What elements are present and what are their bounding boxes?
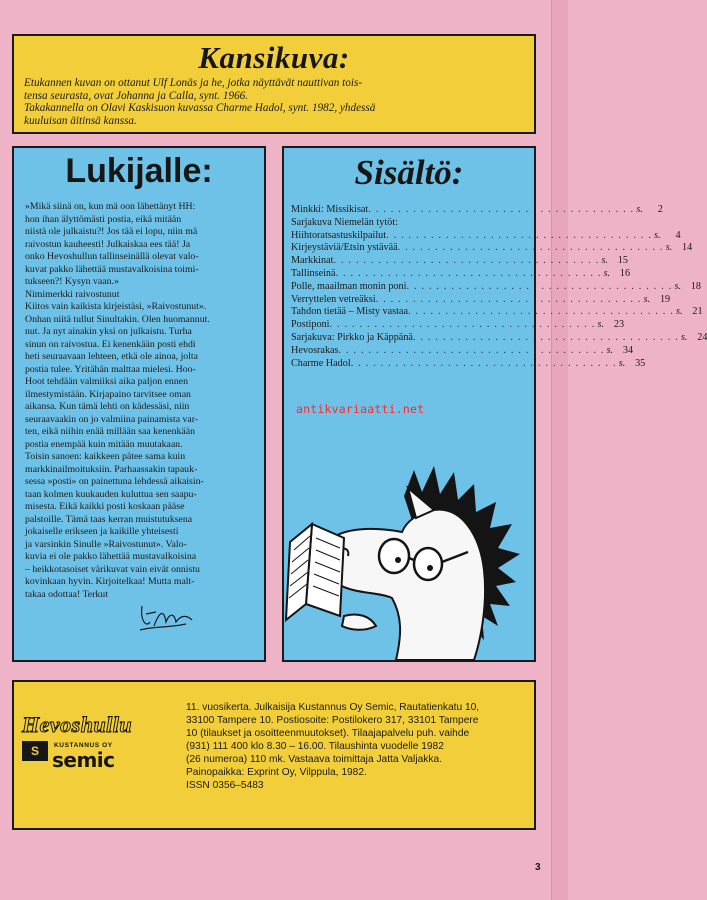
contents-item-page-prefix: s. xyxy=(636,204,643,215)
leader-dots: . . . . . . . . . . . . . . . . . . . . . . . . . . . . . . . . . . . . xyxy=(412,331,679,343)
reader-line: sinun on raivostua. Ei kenenkään posti ehdi xyxy=(25,338,196,350)
leader-dots: . . . . . . . . . . . . . . . . . . . . . . . . . . . . . . . . . . . . xyxy=(397,242,664,254)
contents-item-page: 19 xyxy=(659,293,671,305)
contents-item-label: Sarjakuva: Pirkko ja Käppänä xyxy=(291,331,413,343)
reading-horse-illustration xyxy=(284,466,534,660)
reader-line: markkinailmoituksiin. Parhaassakin tapauk- xyxy=(25,463,198,475)
imprint-line: 11. vuosikerta. Julkaisija Kustannus Oy Semic, Rautatienkatu 10, xyxy=(186,702,480,713)
imprint-line: ISSN 0356–5483 xyxy=(186,780,264,791)
reader-letter-text xyxy=(25,201,256,601)
contents-item xyxy=(291,280,701,294)
contents-item-page-prefix: s. xyxy=(601,255,608,267)
contents-item-label: Charme Hadol xyxy=(291,357,351,369)
contents-item-page: 15 xyxy=(617,255,628,267)
page-edge xyxy=(551,0,568,900)
contents-item-label: Hevosrakas xyxy=(291,344,339,356)
contents-item-page-prefix: s. xyxy=(680,331,688,343)
contents-item-label: Postiponi xyxy=(291,319,330,331)
contents-item xyxy=(291,267,631,281)
contents-item-page-prefix: s. xyxy=(618,357,626,369)
reader-line: ilmestymistään. Kirjapaino tarvitsee oman xyxy=(25,388,191,400)
contents-item-page: 16 xyxy=(619,267,631,279)
cover-title: Kansikuva: xyxy=(198,40,350,75)
cover-caption-box xyxy=(12,34,536,134)
reader-line: seuraavaakin on jo valmiina painamista var- xyxy=(25,413,199,425)
reader-line: kuvat pakko lähettää mustavalkoisina toimi- xyxy=(25,263,199,275)
cover-line: tensa seurasta, ovat Johanna ja Calla, synt. 1966. xyxy=(24,89,249,102)
contents-item xyxy=(291,242,693,255)
imprint-text xyxy=(186,701,524,792)
reader-title: Lukijalle: xyxy=(65,152,213,190)
reader-line: heti seuraavaan lehteen, etkä ole ainoa, jolta xyxy=(25,351,198,362)
cover-line: kuuluisan äitinsä kanssa. xyxy=(24,114,137,127)
contents-item-page: 21 xyxy=(692,306,703,318)
watermark: antikvariaatti.net xyxy=(296,402,425,416)
contents-item-page-prefix: s. xyxy=(665,242,673,254)
contents-item-page: 35 xyxy=(635,357,646,369)
reader-line: takaa odottaa! Terkut xyxy=(25,588,108,600)
reader-line: ten, eikä niihin enää millään saa kenenkään xyxy=(25,426,196,437)
contents-item xyxy=(291,255,628,268)
semic-mark-icon: S xyxy=(22,741,48,761)
reader-line: postia enempää kuin mitään muutakaan. xyxy=(25,438,183,450)
reader-line: Nimimerkki raivostunut xyxy=(25,288,120,300)
contents-item xyxy=(291,306,703,319)
contents-item-label: Tallinseinä xyxy=(291,267,336,279)
imprint-line: (26 numeroa) 110 mk. Vastaava toimittaja Jatta Valjakka. xyxy=(186,754,442,765)
reader-line: ja varsinkin Sinulle »Raivostunut». Valo- xyxy=(25,538,187,550)
contents-item-label: Sarjakuva Niemelän tytöt: xyxy=(291,216,398,228)
leader-dots: . . . . . . . . . . . . . . . . . . . . . . . . . . . . . . . . . . . . xyxy=(386,229,653,241)
reader-line: – heikkotasoiset värikuvat vain eivät onnistu xyxy=(25,563,200,575)
reader-line: Kiitos vain kaikista kirjeistäsi, »Raivostunut». xyxy=(25,301,207,312)
imprint-line: (931) 111 400 klo 8.30 – 16.00. Tilaushinta vuodelle 1982 xyxy=(186,741,444,752)
reader-line: hon ihan älyttömästi postia, eikä mitään xyxy=(25,213,182,225)
contents-item-label: Markkinat xyxy=(291,255,334,267)
contents-item-label: Tahdon tietää – Misty vastaa xyxy=(291,306,408,318)
contents-item-label: Kirjeystäviä/Etsin ystävää xyxy=(291,242,398,254)
imprint-line: 10 (tilaukset ja osoitteenmuutokset). Tilaajapalvelu puh. vaihde xyxy=(186,728,470,739)
contents-item-page: 34 xyxy=(622,344,634,356)
cover-line: Takakannella on Olavi Kaskisuon kuvassa Charme Hadol, synt. 1982, yhdessä xyxy=(24,102,376,115)
leader-dots: . . . . . . . . . . . . . . . . . . . . . . . . . . . . . . . . . . . . xyxy=(338,344,605,356)
reader-line: niistä ole julkaistu?! Jos tää ei lopu, niin mä xyxy=(25,226,198,237)
reader-line: tukseen?! Kysyn vaan.» xyxy=(25,276,119,287)
contents-item-page-prefix: s. xyxy=(674,280,681,292)
publisher-logo xyxy=(22,712,172,782)
contents-item-page: 14 xyxy=(682,242,693,254)
contents-item-page-prefix: s. xyxy=(676,306,683,318)
semic-logo: semic xyxy=(52,748,115,772)
contents-list xyxy=(291,204,707,370)
contents-item xyxy=(291,319,625,332)
contents-title: Sisältö: xyxy=(354,153,464,192)
contents-item-page: 24 xyxy=(697,331,707,343)
contents-item-page-prefix: s. xyxy=(654,229,661,241)
reader-line: kovinkaan hyvin. Kirjoitelkaa! Mutta malt- xyxy=(25,576,195,587)
contents-item-page: 2 xyxy=(657,204,663,215)
contents-item-page: 18 xyxy=(690,280,701,292)
reader-line: onko Hevoshullun tallinseinällä olevat valo- xyxy=(25,251,199,262)
reader-letter-box xyxy=(12,146,266,662)
reader-line: Toisin sanoen: kaikkeen pätee sama kuin xyxy=(25,451,186,462)
contents-item-page: 4 xyxy=(675,229,681,241)
imprint-box xyxy=(12,680,536,830)
signature-icon xyxy=(136,600,196,636)
contents-item-page-prefix: s. xyxy=(643,293,651,305)
cover-caption xyxy=(24,77,524,127)
reader-line: aikansa. Kun tämä lehti on kädessäsi, niin xyxy=(25,401,190,412)
contents-item xyxy=(291,229,681,243)
reader-line: jokaiselle erikseen ja kaikille yhteisesti xyxy=(25,526,179,537)
contents-item-page-prefix: s. xyxy=(606,344,614,356)
contents-item-page: 23 xyxy=(613,319,625,331)
publisher-label: KUSTANNUS OY xyxy=(54,742,113,749)
contents-item-label: Hiihtoratsastuskilpailut xyxy=(291,229,387,241)
reader-line: kuvia ei ole pakko lähettää mustavalkoisina xyxy=(25,551,197,562)
leader-dots: . . . . . . . . . . . . . . . . . . . . . . . . . . . . . . . . . . . . xyxy=(333,255,600,267)
leader-dots: . . . . . . . . . . . . . . . . . . . . . . . . . . . . . . . . . . . . xyxy=(329,319,596,331)
cover-line: Etukannen kuvan on ottanut Ulf Lonäs ja he, jotka näyttävät nauttivan tois- xyxy=(24,77,363,89)
contents-item-label: Polle, maailman monin poni xyxy=(291,280,407,292)
reader-line: postia tulee. Yritähän malttaa mielesi. Hoo- xyxy=(25,363,196,375)
reader-line: misesta. Eikä kaikki posti koskaan pääse xyxy=(25,501,185,512)
contents-item xyxy=(291,204,663,217)
contents-box xyxy=(282,146,707,662)
reader-line: Onhan niitä tullut Sinultakin. Olen huomannut. xyxy=(25,313,210,325)
imprint-line: Painopaikka: Exprint Oy, Vilppula, 1982. xyxy=(186,767,367,778)
reader-line: taan kolmen kuukauden kuluttua sen saapu- xyxy=(25,488,197,500)
reader-line: raivostun kauheesti! Julkaiskaa ees tää! Ja xyxy=(25,238,191,250)
contents-item xyxy=(291,293,671,307)
reader-line: nut. Ja nyt ainakin yksi on julkaistu. Turha xyxy=(25,326,192,337)
reader-line: sessa »posti» on painettuna lehdessä aikaisin- xyxy=(25,476,204,487)
contents-item xyxy=(291,357,646,371)
leader-dots: . . . . . . . . . . . . . . . . . . . . . . . . . . . . . . . . . . . . xyxy=(406,280,673,292)
reader-line: Hoot tehdään valmiiksi aika paljon ennen xyxy=(25,376,188,387)
imprint-line: 33100 Tampere 10. Postiosoite: Postilokero 317, 33101 Tampere xyxy=(186,715,479,726)
contents-item xyxy=(291,344,634,358)
contents-item xyxy=(291,331,707,345)
reader-line: »Mikä siinä on, kun mä oon lähettänyt HH: xyxy=(25,201,196,212)
contents-item-label: Verryttelen vetreäksi xyxy=(291,293,376,305)
reader-line: palstoille. Tämä taas kerran muistutuksena xyxy=(25,513,193,525)
leader-dots: . . . . . . . . . . . . . . . . . . . . . . . . . . . . . . . . . . . . xyxy=(350,357,617,369)
page-number: 3 xyxy=(535,862,541,873)
magazine-logo: Hevoshullu xyxy=(22,712,133,737)
contents-item-page-prefix: s. xyxy=(597,319,605,331)
leader-dots: . . . . . . . . . . . . . . . . . . . . . . . . . . . . . . . . . . . . xyxy=(407,306,675,318)
contents-item xyxy=(291,217,524,230)
leader-dots: . . . . . . . . . . . . . . . . . . . . . . . . . . . . . . . . . . . . xyxy=(375,293,642,305)
contents-item-label: Minkki: Missikisat xyxy=(291,204,369,215)
leader-dots: . . . . . . . . . . . . . . . . . . . . . . . . . . . . . . . . . . . . xyxy=(368,204,635,215)
leader-dots: . . . . . . . . . . . . . . . . . . . . . . . . . . . . . . . . . . . . xyxy=(335,267,602,279)
contents-item-page-prefix: s. xyxy=(603,267,611,279)
